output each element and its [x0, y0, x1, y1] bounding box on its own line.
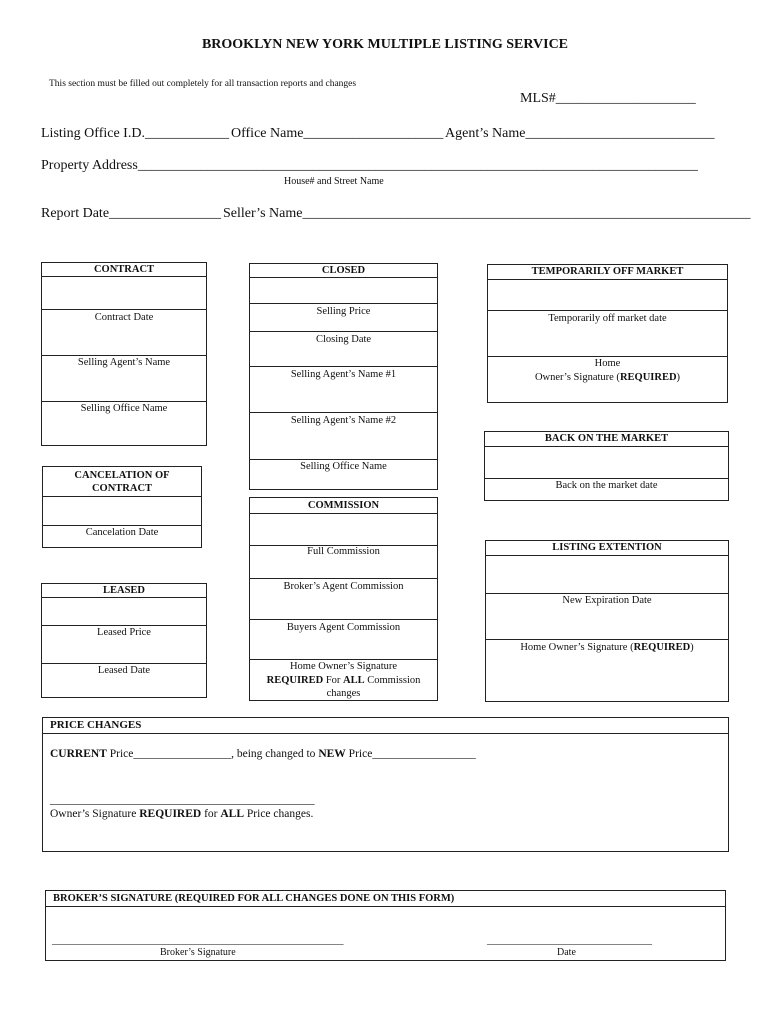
commission-sig-line3: changes — [326, 688, 361, 699]
commission-sig-line2: REQUIRED For ALL Commission — [266, 675, 421, 686]
full-commission-label: Full Commission — [307, 546, 380, 557]
cancelation-box — [42, 466, 202, 548]
leased-header: LEASED — [42, 584, 206, 598]
broker-date-label: Date — [557, 947, 576, 958]
cancelation-header-2: CONTRACT — [91, 483, 153, 494]
closed-box — [249, 263, 438, 490]
back-on-market-box — [484, 431, 729, 501]
property-address-field[interactable]: Property Address________________________________________________________________________________ — [41, 158, 698, 173]
leased-box — [41, 583, 207, 698]
price-change-line[interactable]: CURRENT Price_________________, being changed to NEW Price__________________ — [50, 748, 476, 760]
broker-signature-label: Broker’s Signature — [160, 947, 236, 958]
commission-header: COMMISSION — [250, 498, 437, 514]
mls-field[interactable]: MLS#____________________ — [520, 91, 696, 106]
temp-off-market-header: TEMPORARILY OFF MARKET — [488, 265, 727, 280]
commission-sig-line1: Home Owner’s Signature — [289, 661, 398, 672]
sellers-name-field[interactable]: Seller’s Name________________________________________________________________ — [223, 206, 751, 221]
price-changes-box — [42, 717, 729, 852]
contract-header: CONTRACT — [42, 263, 206, 277]
leased-date-label: Leased Date — [97, 665, 151, 676]
temp-off-owner-sig-label: Owner’s Signature (REQUIRED) — [534, 372, 681, 383]
owner-signature-caption: Owner’s Signature REQUIRED for ALL Price changes. — [50, 808, 314, 820]
contract-box — [41, 262, 207, 446]
listing-office-id-field[interactable]: Listing Office I.D.____________ — [41, 126, 229, 141]
cancelation-header-1: CANCELATION OF — [74, 470, 170, 481]
owner-signature-line[interactable]: ______________________________________________ — [50, 794, 315, 806]
contract-selling-office-label: Selling Office Name — [80, 403, 168, 414]
contract-date-label: Contract Date — [94, 312, 154, 323]
extension-owner-sig-label: Home Owner’s Signature (REQUIRED) — [520, 642, 694, 653]
temp-off-market-box — [487, 264, 728, 403]
temp-off-market-date-label: Temporarily off market date — [548, 313, 667, 324]
agents-name-field[interactable]: Agent’s Name___________________________ — [445, 126, 715, 141]
closed-selling-office-label: Selling Office Name — [300, 461, 387, 472]
office-name-field[interactable]: Office Name____________________ — [231, 126, 444, 141]
selling-price-label: Selling Price — [316, 306, 371, 317]
report-date-field[interactable]: Report Date________________ — [41, 206, 222, 221]
back-on-market-header: BACK ON THE MARKET — [485, 432, 728, 447]
address-caption: House# and Street Name — [284, 176, 384, 187]
leased-price-label: Leased Price — [97, 627, 151, 638]
price-changes-header: PRICE CHANGES — [50, 719, 142, 731]
selling-agent-1-label: Selling Agent’s Name #1 — [290, 369, 397, 380]
temp-off-home-label: Home — [594, 358, 621, 369]
broker-signature-box — [45, 890, 726, 961]
commission-box — [249, 497, 438, 701]
listing-extension-header: LISTING EXTENTION — [486, 541, 728, 556]
form-title: BROOKLYN NEW YORK MULTIPLE LISTING SERVICE — [201, 37, 569, 52]
buyers-agent-commission-label: Buyers Agent Commission — [286, 622, 401, 633]
closing-date-label: Closing Date — [315, 334, 372, 345]
form-note: This section must be filled out completely for all transaction reports and changes — [49, 79, 357, 89]
brokers-agent-commission-label: Broker’s Agent Commission — [283, 581, 404, 592]
selling-agent-2-label: Selling Agent’s Name #2 — [290, 415, 397, 426]
broker-date-line[interactable]: ______________________________ — [487, 934, 652, 946]
new-expiration-date-label: New Expiration Date — [562, 595, 652, 606]
broker-signature-header: BROKER’S SIGNATURE (REQUIRED FOR ALL CHANGES DONE ON THIS FORM) — [53, 893, 455, 904]
cancelation-date-label: Cancelation Date — [85, 527, 159, 538]
listing-extension-box — [485, 540, 729, 702]
back-on-market-date-label: Back on the market date — [555, 480, 658, 491]
closed-header: CLOSED — [250, 264, 437, 278]
contract-selling-agent-label: Selling Agent’s Name — [77, 357, 171, 368]
broker-signature-line[interactable]: _____________________________________________________ — [52, 934, 344, 946]
